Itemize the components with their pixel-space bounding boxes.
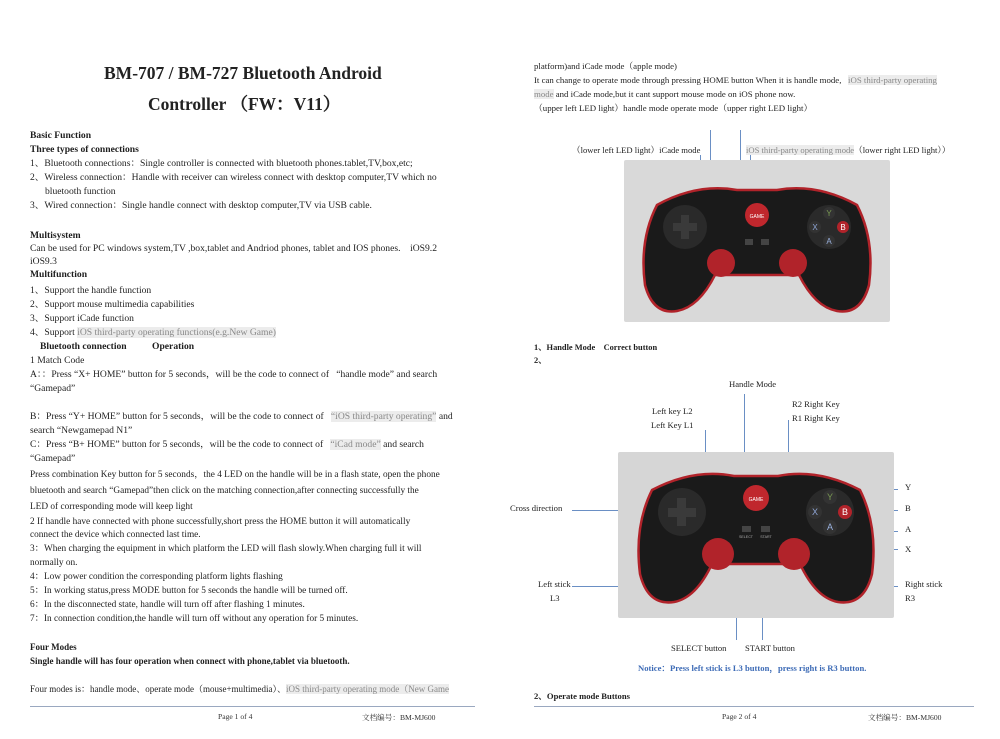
- handle-mode-heading-a: 1、Handle Mode: [534, 343, 596, 352]
- a-line2: “Gamepad”: [30, 383, 76, 394]
- a-line1-b: “handle mode” and search: [336, 369, 438, 380]
- label-r2: R2 Right Key: [792, 399, 840, 409]
- label-right-stick: Right stick: [905, 579, 943, 589]
- p3-2: normally on.: [30, 558, 78, 568]
- label-y: Y: [905, 482, 912, 492]
- single-handle-text: Single handle will has four operation when connect with phone,tablet via bluetooth.: [30, 656, 350, 666]
- a-line1-a: A：：Press “X+ HOME” button for 5 seconds，will be the code to connect of: [30, 369, 330, 380]
- top-line2-a: It can change to operate mode through pressing HOME button When it is handle mode,: [534, 75, 842, 85]
- c-line1-a: C：Press “B+ HOME” button for 5 seconds，will be the code to connect of: [30, 439, 324, 450]
- footer-doc-1: 文档编号：BM-MJ600: [362, 713, 436, 722]
- heading-basic-function: Basic Function: [30, 130, 92, 141]
- mf-4: [30, 326, 276, 339]
- c-line1: [30, 438, 424, 451]
- controller-photo-bottom: [618, 452, 894, 618]
- heading-multisystem: Multisystem: [30, 230, 81, 241]
- pad-bottom-y: Y: [826, 492, 834, 502]
- pad-top-x: X: [812, 223, 818, 232]
- pad-bottom-b: B: [841, 507, 849, 517]
- p5: 5：In working status,press MODE button for 5 seconds the handle will be turned off.: [30, 586, 348, 596]
- multisystem-ios92: iOS9.2: [410, 243, 437, 254]
- led-lower-left-label: （lower left LED light）iCade mode: [572, 145, 701, 155]
- label-x: X: [905, 544, 912, 554]
- b-line1: [30, 410, 453, 423]
- mf-4-a: 4、Support: [30, 327, 78, 338]
- label-left-key-l1: Left Key L1: [651, 420, 694, 430]
- label-a: A: [905, 524, 912, 534]
- top-line3-highlight: mode: [534, 89, 554, 99]
- mf-3: 3、Support iCade function: [30, 313, 134, 324]
- led-lower-right-highlight: iOS third-party operating mode: [746, 145, 855, 155]
- b-line2: search “Newgamepad N1”: [30, 425, 133, 436]
- label-start: START button: [745, 643, 795, 653]
- combo-2: bluetooth and search “Gamepad”then click on the matching connection,after connecting successfully the: [30, 486, 419, 496]
- conn-3: 3、Wired connection：Single handle connect with desktop computer,TV via USB cable.: [30, 200, 372, 211]
- item-2: 2、: [534, 356, 547, 365]
- c-line1-c: and search: [383, 439, 424, 450]
- pointer-handle-mode: [744, 394, 745, 458]
- top-line1: platform)and iCade mode（apple mode): [534, 61, 677, 71]
- heading-multifunction: Multifunction: [30, 269, 88, 280]
- mf-4-highlight: iOS third-party operating functions(e.g.New Game): [77, 327, 276, 338]
- operate-mode-heading: 2、Operate mode Buttons: [534, 691, 630, 701]
- multisystem-text: [30, 242, 437, 255]
- pad-top-b: B: [840, 223, 846, 232]
- combo-3: LED of corresponding mode will keep light: [30, 502, 193, 512]
- a-line1: [30, 368, 437, 381]
- doc-title-line1: BM-707 / BM-727 Bluetooth Android: [104, 63, 382, 83]
- pad-bottom-x: X: [811, 507, 819, 517]
- top-line2: [534, 74, 937, 87]
- four-modes-is: [30, 683, 449, 696]
- multisystem-text-a: Can be used for PC windows system,TV ,box,tablet and Andriod phones, tablet and IOS phones.: [30, 243, 401, 254]
- p2-2: connect the device which connected last time.: [30, 530, 201, 540]
- pad-top-a: A: [826, 237, 832, 246]
- footer-page-2: Page 2 of 4: [722, 712, 757, 721]
- page-2: [500, 0, 1000, 739]
- pad-start-label: START: [760, 535, 772, 539]
- label-left-key-l2: Left key L2: [652, 406, 693, 416]
- heading-operation: Operation: [152, 341, 195, 352]
- p2-1: 2 If handle have connected with phone successfully,short press the HOME button it will automatically: [30, 517, 411, 527]
- top-line2-highlight: iOS third-party operating: [848, 75, 937, 85]
- b-line1-a: B：Press “Y+ HOME” button for 5 seconds，will be the code to connect of: [30, 411, 324, 422]
- p6: 6：In the disconnected state, handle will turn off after flashing 1 minutes.: [30, 600, 305, 610]
- handle-mode-heading-b: Correct button: [603, 343, 658, 352]
- top-line3-b: and iCade mode,but it cant support mouse mode on iOS phone now.: [555, 89, 796, 99]
- c-line1-highlight: “iCad mode”: [330, 439, 381, 450]
- p4: 4：Low power condition the corresponding platform lights flashing: [30, 572, 283, 582]
- handle-mode-heading: [534, 341, 657, 354]
- conn-2b: bluetooth function: [45, 186, 116, 197]
- pad-top-y: Y: [826, 209, 832, 218]
- pad-bottom-logo: GAME: [748, 497, 764, 503]
- label-l3: L3: [550, 593, 560, 603]
- led-lower-right-label: [746, 144, 950, 156]
- controller-photo-top: [624, 160, 890, 322]
- top-line4: （upper left LED light）handle mode operate mode（upper right LED light）: [534, 103, 813, 113]
- p7: 7：In connection condition,the handle will turn off without any operation for 5 minutes.: [30, 614, 359, 624]
- match-code: 1 Match Code: [30, 355, 85, 366]
- led-lower-right-b: （lower right LED light））: [854, 145, 951, 155]
- heading-bt-connection: Bluetooth connection: [40, 341, 127, 352]
- b-line1-highlight: “iOS third-party operating”: [330, 411, 437, 422]
- heading-four-modes: Four Modes: [30, 642, 77, 652]
- label-left-stick: Left stick: [538, 579, 571, 589]
- conn-2a: 2、Wireless connection：Handle with receiver can wireless connect with desktop computer,TV which no: [30, 172, 437, 183]
- pad-bottom-a: A: [826, 522, 834, 532]
- label-r1: R1 Right Key: [792, 413, 840, 423]
- label-cross-direction: Cross direction: [510, 503, 563, 513]
- conn-1: 1、Bluetooth connections：Single controller is connected with bluetooth phones.tablet,TV,box,etc;: [30, 158, 413, 169]
- label-b: B: [905, 503, 911, 513]
- four-modes-is-highlight: iOS third-party operating mode（New Game: [286, 684, 449, 694]
- pad-select-label: SELECT: [739, 535, 753, 539]
- footer-rule: [30, 706, 475, 707]
- notice-text: Notice：Press left stick is L3 button，press right is R3 button.: [638, 663, 867, 673]
- footer-doc-2: 文档编号：BM-MJ600: [868, 713, 942, 722]
- mf-2: 2、Support mouse multimedia capabilities: [30, 299, 195, 310]
- mf-1: 1、Support the handle function: [30, 285, 152, 296]
- combo-1: Press combination Key button for 5 seconds，the 4 LED on the handle will be in a flash state, open the phone: [30, 470, 440, 480]
- label-r3: R3: [905, 593, 916, 603]
- c-line2: “Gamepad”: [30, 453, 76, 464]
- label-handle-mode: Handle Mode: [729, 379, 777, 389]
- doc-title-line2: Controller （FW：V11）: [148, 94, 341, 114]
- multisystem-ios93: iOS9.3: [30, 256, 57, 267]
- p3-1: 3：When charging the equipment in which platform the LED will flash slowly.When charging full it will: [30, 544, 422, 554]
- top-line3: [534, 88, 795, 101]
- label-select: SELECT button: [671, 643, 727, 653]
- four-modes-is-a: Four modes is：handle mode、operate mode（mouse+multimedia）、: [30, 684, 287, 694]
- heading-three-types: Three types of connections: [30, 144, 139, 155]
- footer-rule-2: [534, 706, 974, 707]
- b-line1-c: and: [438, 411, 453, 422]
- pad-top-logo: GAME: [749, 214, 765, 220]
- footer-page-1: Page 1 of 4: [218, 712, 253, 721]
